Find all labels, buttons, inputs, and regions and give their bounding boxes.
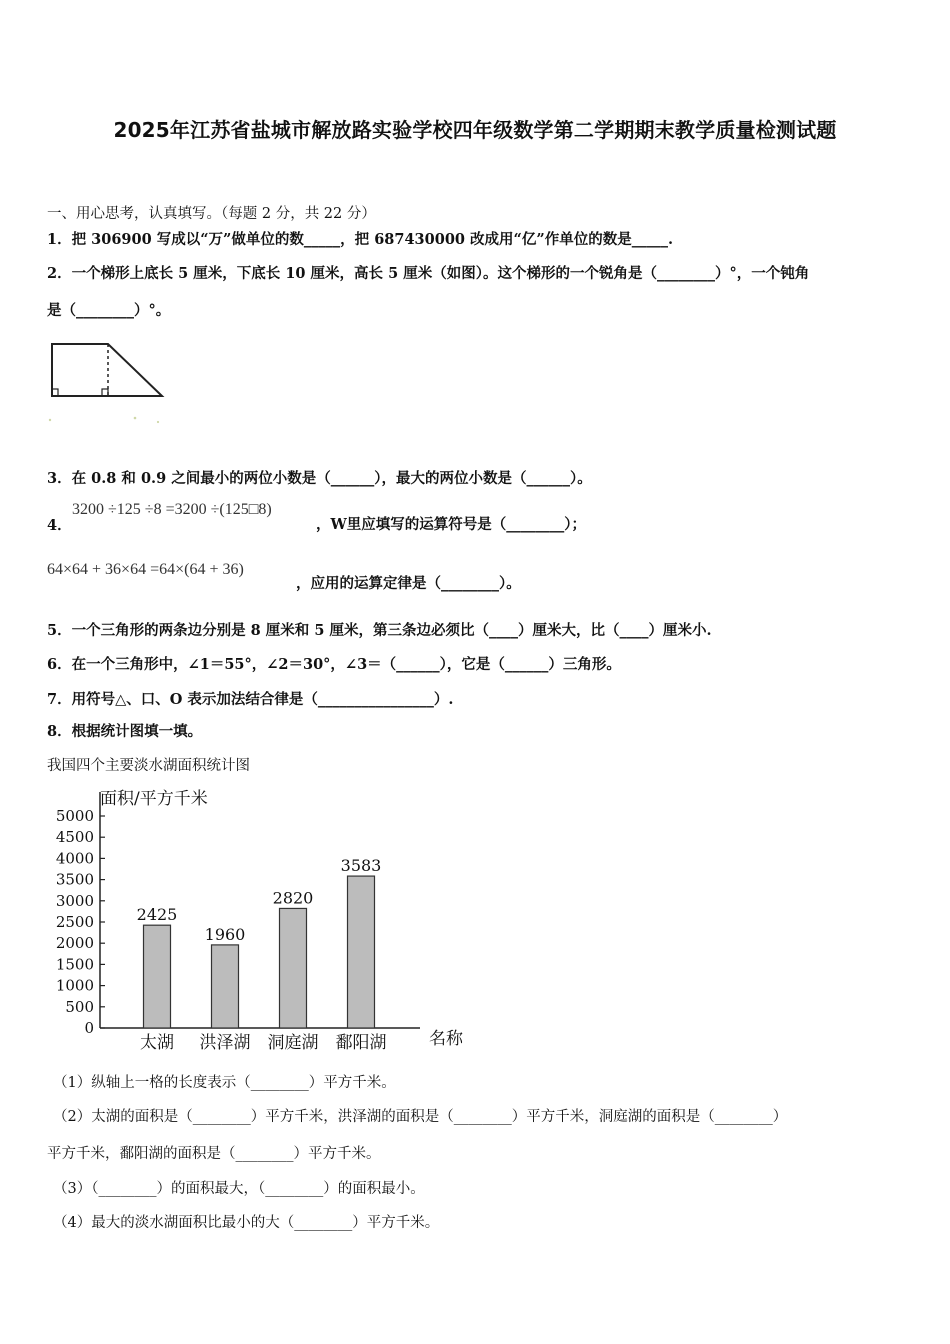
section-heading: 一、用心思考，认真填写。（每题 2 分，共 22 分） [47, 206, 376, 222]
subquestion-2-line-1: （2）太湖的面积是（________）平方千米，洪泽湖的面积是（________）平方千米，洞庭湖的面积是（________） [53, 1109, 788, 1125]
question-4-number: 4． [47, 517, 72, 534]
bar-洪泽湖 [212, 945, 239, 1028]
lake-area-bar-chart [45, 782, 475, 1057]
question-7: 7．用符号△、口、O 表示加法结合律是（________________）. [47, 691, 454, 708]
trapezoid-figure [40, 330, 180, 430]
y-tick-label-1500: 1500 [55, 955, 94, 974]
y-tick-label-1000: 1000 [55, 976, 94, 995]
question-1: 1．把 306900 写成以“万”做单位的数_____，把 687430000 改成用“亿”作单位的数是_____. [47, 231, 674, 248]
category-label-洞庭湖: 洞庭湖 [267, 1033, 319, 1053]
bar-鄱阳湖 [348, 876, 375, 1028]
category-label-太湖: 太湖 [140, 1033, 174, 1053]
x-axis-label: 名称 [429, 1029, 463, 1049]
y-tick-label-4000: 4000 [55, 849, 94, 868]
data-label-洞庭湖: 2820 [272, 888, 314, 908]
question-4-formula-2: 64×64 + 36×64 =64×(64 + 36) [47, 561, 244, 578]
question-2-line-1: 2．一个梯形上底长 5 厘米，下底长 10 厘米，高长 5 厘米（如图）。这个梯形的一个锐角是（________）°，一个钝角 [47, 265, 810, 282]
category-label-鄱阳湖: 鄱阳湖 [335, 1033, 387, 1053]
bar-洞庭湖 [280, 908, 307, 1028]
y-tick-label-4500: 4500 [55, 828, 94, 847]
question-5: 5．一个三角形的两条边分别是 8 厘米和 5 厘米，第三条边必须比（____）厘米大，比（____）厘米小. [47, 622, 712, 639]
data-label-鄱阳湖: 3583 [340, 856, 382, 876]
question-4-text-2: ，应用的运算定律是（________）。 [296, 575, 521, 592]
question-4-text-1: ，W里应填写的运算符号是（________）； [316, 516, 587, 533]
y-tick-label-5000: 5000 [55, 807, 94, 825]
subquestion-4: （4）最大的淡水湖面积比最小的大（________）平方千米。 [53, 1215, 440, 1231]
y-tick-label-0: 0 [84, 1019, 94, 1037]
question-3: 3．在 0.8 和 0.9 之间最小的两位小数是（______），最大的两位小数是（______）。 [47, 470, 592, 487]
subquestion-3: （3）（________）的面积最大，（________）的面积最小。 [53, 1181, 425, 1197]
y-tick-label-2000: 2000 [55, 934, 94, 953]
subquestion-2-line-2: 平方千米，鄱阳湖的面积是（________）平方千米。 [47, 1146, 381, 1162]
y-tick-label-3500: 3500 [55, 870, 94, 889]
bar-太湖 [144, 925, 171, 1028]
subquestion-1: （1）纵轴上一格的长度表示（________）平方千米。 [53, 1075, 396, 1091]
question-2-line-2: 是（________）°。 [47, 302, 171, 319]
question-8: 8．根据统计图填一填。 [47, 723, 203, 740]
y-tick-label-3000: 3000 [55, 891, 94, 910]
question-6: 6．在一个三角形中，∠1＝55°，∠2＝30°，∠3＝（______），它是（______）三角形。 [47, 656, 621, 673]
data-label-太湖: 2425 [136, 905, 178, 925]
category-label-洪泽湖: 洪泽湖 [199, 1033, 251, 1053]
data-label-洪泽湖: 1960 [204, 924, 246, 944]
y-axis-label: 面积/平方千米 [100, 789, 208, 809]
page-title: 2025年江苏省盐城市解放路实验学校四年级数学第二学期期末教学质量检测试题 [113, 118, 837, 142]
question-4-formula-1: 3200 ÷125 ÷8 =3200 ÷(125□8) [72, 501, 272, 518]
y-tick-label-2500: 2500 [55, 913, 94, 931]
y-tick-label-500: 500 [65, 997, 94, 1016]
chart-caption: 我国四个主要淡水湖面积统计图 [47, 758, 250, 774]
